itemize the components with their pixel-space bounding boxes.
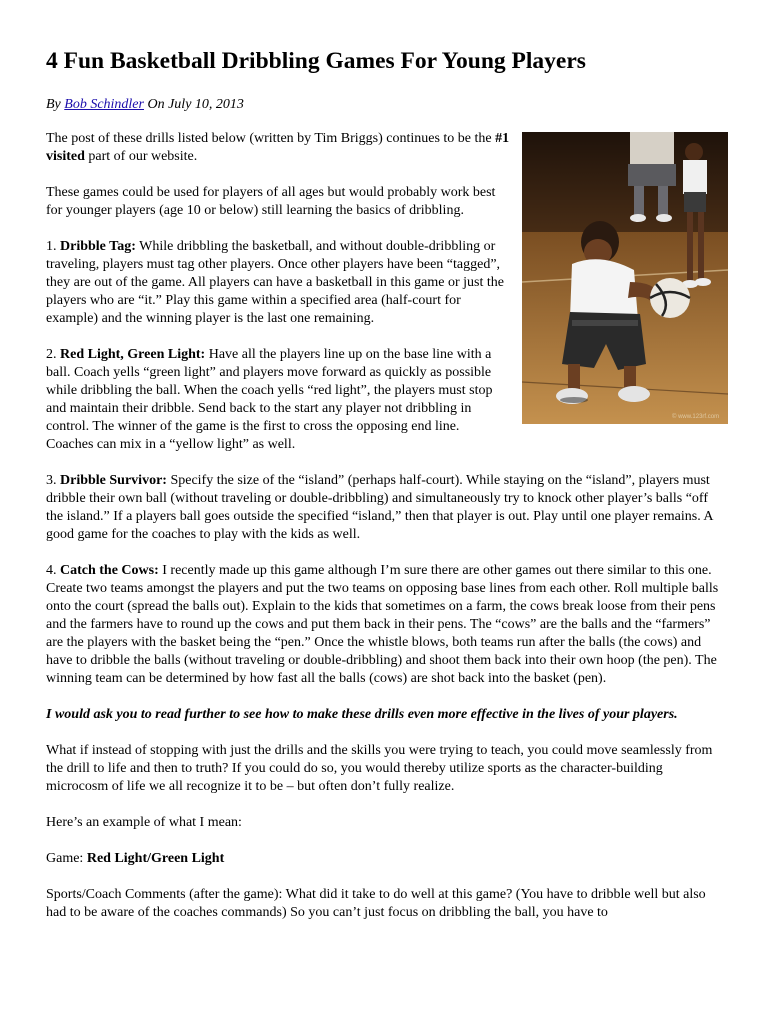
- intro-text-b: part of our website.: [84, 149, 198, 164]
- boy-dribbling-photo: [522, 132, 728, 424]
- game-line-name: Red Light/Green Light: [86, 851, 225, 866]
- photo-watermark: © www.123rf.com: [672, 414, 720, 420]
- intro-bold: #1 visited: [46, 131, 510, 164]
- game-number: 4.: [46, 563, 57, 578]
- game-number: 2.: [46, 347, 57, 362]
- what-if-paragraph: What if instead of stopping with just the drills and the skills you were trying to teach, you could move seamlessly from the drill to life and then to truth? If you could do so, you would thereby utilize sports as the character-building microcosm of life we all recognize it to be – but often don’t fully realize.: [46, 743, 713, 794]
- game-name: Catch the Cows:: [60, 563, 159, 578]
- author-link[interactable]: Bob Schindler: [64, 97, 144, 112]
- game-name: Dribble Tag:: [60, 239, 136, 254]
- byline: [46, 96, 726, 114]
- game-text: I recently made up this game although I’m sure there are other games out there similar to this one. Create two teams amongst the players and put the two teams on opposing base lines from each other. Roll multiple balls onto the court (spread the balls out). Explain to the kids that sometimes on a farm, the cows break loose from their pens and the farmers have to round up the cows and put them back in their pens. The “cows” are the balls and the “farmers” are the players with the basket being the “pen.” Once the whistle blows, both teams run after the balls (the cows) and have to dribble the balls (without traveling or double-dribbling) and shoot them back into their own hoop (the pen). The winning team can be determined by how fast all the balls (cows) are shot back into the basket (pen).: [46, 563, 719, 686]
- game-text: Have all the players line up on the base line with a ball. Coach yells “green light” and players move forward as quickly as possible while dribbling the ball. When the coach yells “red light”, the players must stop and maintain their dribble. Send back to the start any player not dribbling in control. The winner of the game is the first to cross the opposing end line. Coaches can mix in a “yellow light” as well.: [46, 347, 493, 452]
- game-name: Red Light, Green Light:: [60, 347, 206, 362]
- game-name: Dribble Survivor:: [60, 473, 167, 488]
- byline-date: On July 10, 2013: [147, 97, 244, 112]
- intro-paragraph-2: These games could be used for players of all ages but would probably work best for younger players (age 10 or below) still learning the basics of dribbling.: [46, 185, 496, 218]
- game-text: Specify the size of the “island” (perhaps half-court). While staying on the “island”, players must dribble their own ball (without traveling or double-dribbling) and simultaneously try to knock other player’s balls “off the island.” If a players ball goes outside the specified “island,” then that player is out. Play until one player remains. A good game for the coaches to play with the kids as well.: [46, 473, 713, 542]
- game-line: [46, 850, 726, 868]
- coach-comments-paragraph: Sports/Coach Comments (after the game): What did it take to do well at this game? (You have to dribble well but also had to be aware of the coaches commands) So you can’t just focus on dribbling the ball, you have to: [46, 887, 706, 920]
- game-number: 1.: [46, 239, 57, 254]
- article-title: 4 Fun Basketball Dribbling Games For Young Players: [46, 48, 586, 74]
- game-text: While dribbling the basketball, and without double-dribbling or traveling, players must tag other players. Once other players have been “tagged”, they are out of the game. All players can have a basketball in this game or just the players who are “it.” Play this game within a specified area (half-court for example) and the winning player is the last one remaining.: [46, 239, 504, 326]
- game-label: Game:: [46, 851, 87, 866]
- game-4: [46, 562, 726, 688]
- photo-illustration: [522, 132, 728, 424]
- game-3: [46, 472, 726, 544]
- callout-paragraph: I would ask you to read further to see how to make these drills even more effective in the lives of your players.: [46, 707, 678, 722]
- example-paragraph: Here’s an example of what I mean:: [46, 815, 242, 830]
- game-number: 3.: [46, 473, 57, 488]
- intro-text-a: The post of these drills listed below (written by Tim Briggs) continues to be the: [46, 131, 496, 146]
- document-page: [46, 46, 726, 940]
- byline-by: By: [46, 97, 61, 112]
